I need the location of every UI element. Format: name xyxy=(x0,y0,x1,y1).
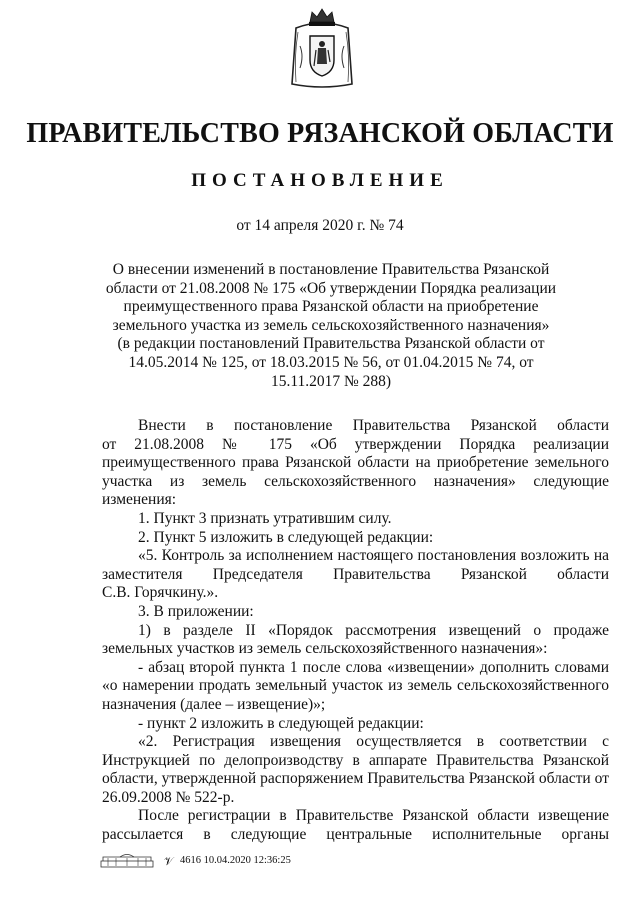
quote-2-line: «2. Регистрация извещения осуществляется в соответствии с xyxy=(138,733,609,751)
quote-5-line: заместителя Председателя Правительства Рязанской области xyxy=(102,565,609,583)
dash-1-line: назначения (далее – извещение)»; xyxy=(102,695,326,713)
registration-footer xyxy=(100,852,340,870)
document-date-number: от 14 апреля 2020 г. № 74 xyxy=(236,217,404,234)
last-paragraph-line: рассылается в следующие центральные исполнительные органы xyxy=(102,826,609,844)
title-line: земельного участка из земель сельскохозяйственного назначения» xyxy=(112,316,550,334)
document-type: ПОСТАНОВЛЕНИЕ xyxy=(191,170,449,191)
body-line: изменения: xyxy=(102,491,177,509)
body-line: участка из земель сельскохозяйственного назначения» следующие xyxy=(102,472,609,490)
dash-1-line: «о намерении продать земельный участок из земель сельскохозяйственного xyxy=(102,677,609,695)
body-line: Внести в постановление Правительства Рязанской области xyxy=(138,417,609,434)
title-line: 14.05.2014 № 125, от 18.03.2015 № 56, от 01.04.2015 № 74, от xyxy=(128,353,534,371)
document-body xyxy=(102,417,609,845)
organization-name: ПРАВИТЕЛЬСТВО РЯЗАНСКОЙ ОБЛАСТИ xyxy=(26,118,614,149)
coat-of-arms-icon xyxy=(290,6,354,92)
title-line: О внесении изменений в постановление Правительства Рязанской xyxy=(112,261,550,278)
item-1: 1. Пункт 3 признать утратившим силу. xyxy=(138,509,392,527)
item-2: 2. Пункт 5 изложить в следующей редакции: xyxy=(138,528,434,546)
quote-5-line: «5. Контроль за исполнением настоящего постановления возложить на xyxy=(138,547,609,565)
subitem-1-line: земельных участков из земель сельскохозяйственного назначения»: xyxy=(102,640,548,658)
quote-5-line: С.В. Горячкину.». xyxy=(102,584,219,602)
title-line: области от 21.08.2008 № 175 «Об утверждении Порядка реализации xyxy=(105,279,557,297)
registration-number-datetime: 4616 10.04.2020 12:36:25 xyxy=(180,855,291,866)
body-line: преимущественного права Рязанской области на приобретение земельного xyxy=(102,454,609,472)
last-paragraph-line: После регистрации в Правительстве Рязанской области извещение xyxy=(138,807,609,825)
registration-mark-icon: 𝒱 xyxy=(164,856,174,868)
title-line: преимущественного права Рязанской области на приобретение xyxy=(123,298,539,316)
quote-2-line: области, утвержденной распоряжением Правительства Рязанской области от xyxy=(102,770,609,788)
dash-2: - пункт 2 изложить в следующей редакции: xyxy=(138,714,424,732)
document-title xyxy=(96,261,566,391)
quote-2-line: Инструкцией по делопроизводству в аппарате Правительства Рязанской xyxy=(102,751,609,769)
dash-1-line: - абзац второй пункта 1 после слова «извещении» дополнить словами xyxy=(138,658,609,676)
subitem-1-line: 1) в разделе II «Порядок рассмотрения извещений о продаже xyxy=(138,621,609,639)
body-line: от 21.08.2008 № 175 «Об утверждении Порядка реализации xyxy=(102,435,609,453)
building-stamp-icon xyxy=(100,852,154,868)
title-line: 15.11.2017 № 288) xyxy=(270,372,392,390)
item-3: 3. В приложении: xyxy=(138,602,254,620)
quote-2-line: 26.09.2008 № 522-р. xyxy=(102,788,235,806)
title-line: (в редакции постановлений Правительства Рязанской области от xyxy=(117,335,545,353)
